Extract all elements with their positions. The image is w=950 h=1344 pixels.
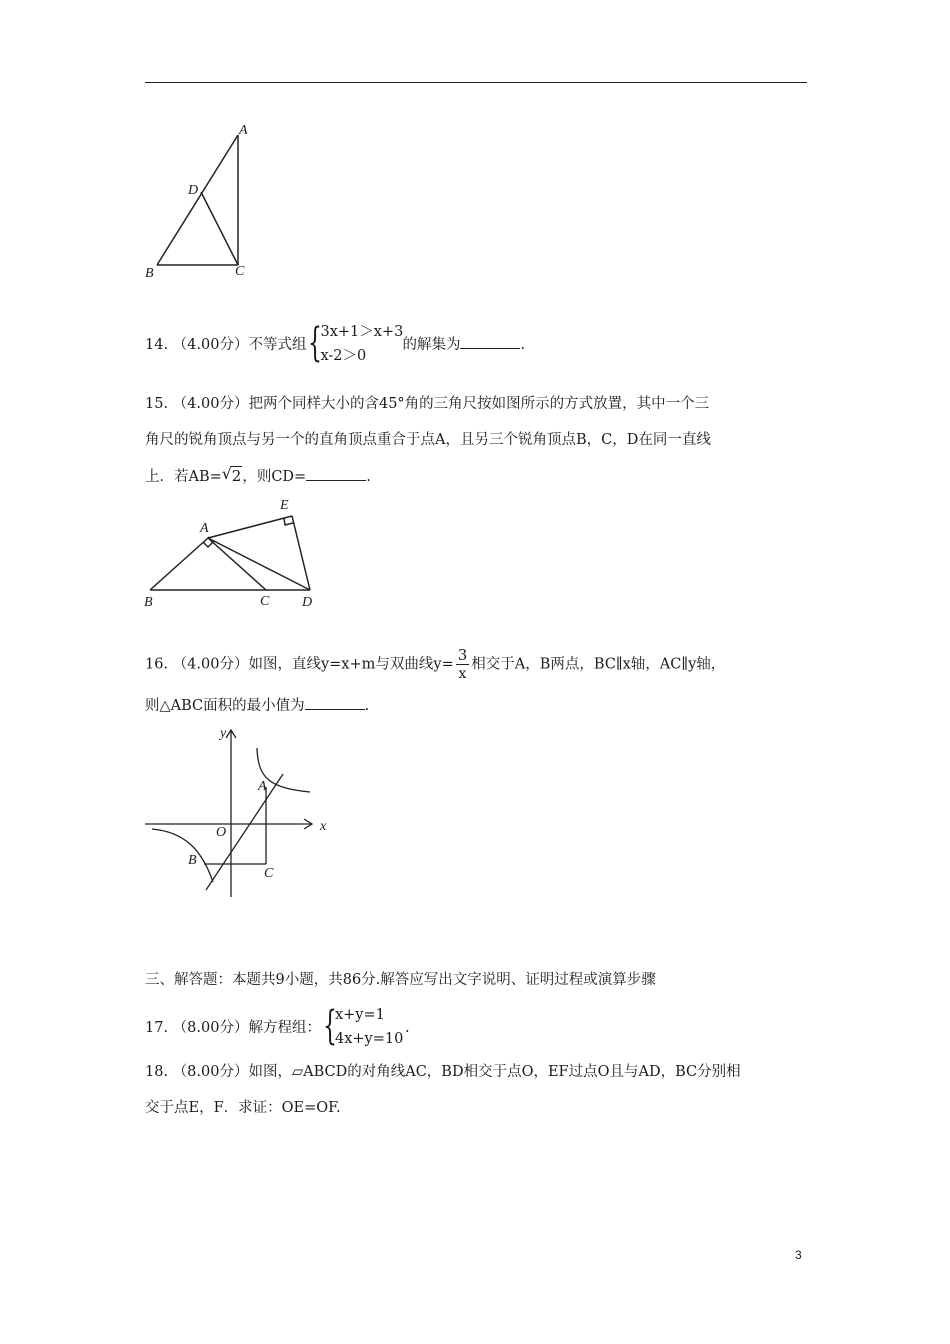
question-15-line-3: 上．若AB= √ 2，则CD= . [145, 464, 371, 485]
q16-text-a: 如图，直线y=x+m与双曲线y= [248, 656, 454, 673]
question-15-line-2 [145, 430, 711, 450]
q14-number: 14. [145, 337, 169, 353]
right-angle-mark-e [284, 518, 293, 525]
figure-two-triangles [140, 492, 330, 612]
figure-coordinate-plane [140, 722, 340, 902]
q14-row-1: 3x+1＞x+3 [320, 324, 404, 340]
q14-inequality-system [308, 320, 404, 368]
question-16-line-1 [145, 646, 725, 683]
fraction-3-over-x [456, 646, 470, 683]
q17-score: （8.00分） [172, 1020, 249, 1036]
segment-ad [208, 538, 310, 590]
radical-icon: √ [221, 464, 232, 483]
q15-text-1: 把两个同样大小的含45°角的三角尺按如图所示的方式放置，其中一个三 [248, 396, 710, 412]
label-o: O [216, 825, 227, 840]
label-c: C [260, 594, 270, 609]
q14-answer-blank[interactable] [460, 334, 520, 349]
q17-row-2: 4x+y=10 [334, 1031, 404, 1047]
q14-row-2: x-2＞0 [320, 348, 367, 364]
question-18-line-2 [145, 1098, 341, 1118]
question-15-line-1 [145, 394, 709, 414]
q15-score: （4.00分） [172, 396, 249, 412]
q15-number: 15. [145, 396, 169, 412]
label-d: D [188, 183, 199, 198]
question-16-line-2: 则△ABC面积的最小值为 . [145, 695, 369, 716]
question-14: 14. （4.00分）不等式组 { 3x+1＞x+3 x-2＞0 的解集为 . [145, 320, 526, 366]
q16-text-b: 相交于A，B两点，BC∥x轴，AC∥y轴， [471, 656, 726, 673]
q17-prefix: 解方程组： [248, 1020, 321, 1036]
q15-text-2: 角尺的锐角顶点与另一个的直角顶点重合于点A，且另三个锐角顶点B，C，D在同一直线 [145, 432, 711, 448]
q18-score: （8.00分） [172, 1064, 249, 1080]
brace-icon: { [322, 1003, 337, 1049]
q16-answer-blank[interactable] [305, 695, 365, 710]
label-a: A [258, 779, 267, 794]
fraction-denominator: x [458, 666, 467, 682]
q18-text-1: 如图，▱ABCD的对角线AC，BD相交于点O，EF过点O且与AD，BC分别相 [248, 1064, 741, 1080]
label-a: A [200, 521, 209, 536]
question-18-line-1 [145, 1062, 741, 1082]
label-b: B [145, 266, 154, 281]
hyperbola-branch-2 [152, 829, 213, 882]
section-3-heading: 三、解答题：本题共9小题，共86分.解答应写出文字说明、证明过程或演算步骤 [145, 972, 656, 988]
label-c: C [235, 264, 245, 279]
header-rule [145, 82, 807, 83]
q16-number: 16. [145, 656, 169, 673]
segment-dc [201, 192, 238, 265]
segment-ba [150, 538, 208, 590]
label-e: E [280, 498, 289, 513]
page-number: 3 [795, 1248, 802, 1262]
q15-text-3b: ，则CD= [242, 469, 307, 485]
q15-text-3a: 上．若AB= [145, 469, 222, 485]
q15-answer-blank[interactable] [306, 466, 366, 481]
q14-prefix: 不等式组 [248, 337, 307, 353]
sqrt-expression [222, 466, 243, 487]
brace-icon: { [308, 320, 323, 366]
figure-triangle-abcd [140, 120, 260, 285]
q14-score: （4.00分） [172, 337, 249, 353]
label-b: B [188, 853, 197, 868]
q16-text-2: 则△ABC面积的最小值为 [145, 698, 305, 714]
label-d: D [302, 595, 313, 610]
q16-score: （4.00分） [172, 656, 249, 673]
label-c: C [264, 866, 274, 881]
fraction-numerator: 3 [457, 646, 468, 664]
q18-text-2: 交于点E，F．求证：OE=OF. [145, 1100, 341, 1116]
q14-suffix: 的解集为 [402, 337, 461, 353]
q17-row-1: x+y=1 [334, 1007, 385, 1023]
segment-ed [292, 516, 310, 590]
label-b: B [144, 595, 153, 610]
segment-ae [208, 516, 292, 538]
q17-number: 17. [145, 1020, 169, 1036]
segment-ab [157, 135, 238, 265]
q18-number: 18. [145, 1064, 169, 1080]
question-17: 17. （8.00分）解方程组： { x+y=1 4x+y=10 . [145, 1003, 410, 1049]
q17-equation-system [323, 1005, 403, 1051]
sqrt-value: 2 [231, 467, 242, 485]
label-a: A [239, 123, 248, 138]
segment-ac [208, 538, 266, 590]
label-x: x [320, 819, 327, 834]
label-y: y [220, 726, 227, 741]
